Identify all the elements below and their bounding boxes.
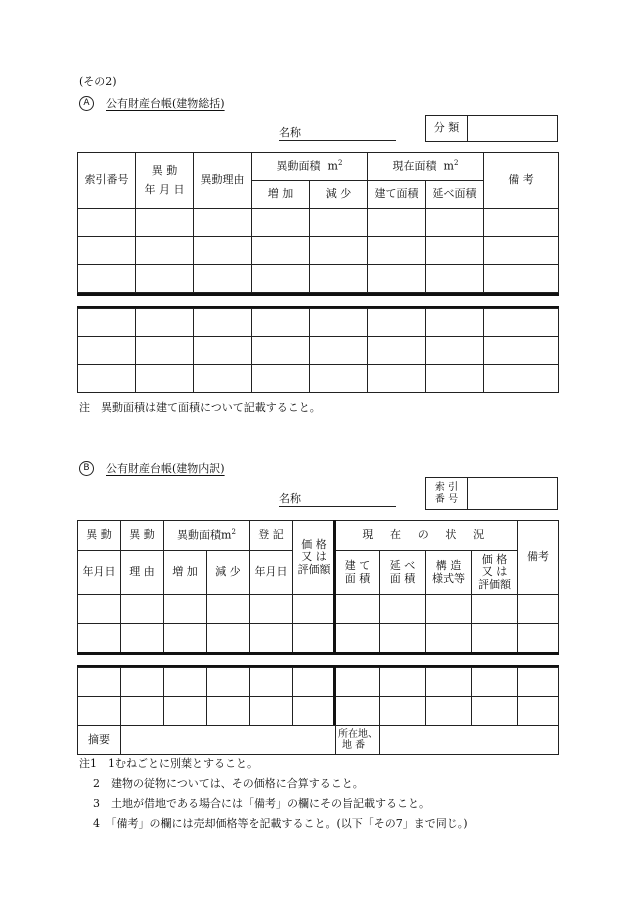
table-row [78,668,559,697]
hdr-change-date-line2: 年 月 日 [144,182,185,196]
section-b-table-upper [77,520,559,653]
hdr-b-structure-line2: 様式等 [432,571,465,585]
hdr-b-floor-area-line2: 面 積 [389,571,416,585]
hdr-change-reason: 異動理由 [194,153,252,209]
hdr-b-price [293,521,336,595]
hdr-b-change-area-label: 異動面積m [177,529,232,542]
summary-label: 摘要 [78,726,121,755]
index-label-line2: 番 号 [434,493,459,505]
section-a-marker: A [79,96,94,111]
hdr-b-change-1: 異 動 [78,521,121,551]
table-row [78,309,559,337]
hdr-b-increase: 増 加 [164,551,207,595]
table-row [78,624,559,653]
section-a-divider-top [77,293,559,296]
section-b-name-label: 名称 [279,492,301,505]
hdr-b-change-2: 異 動 [121,521,164,551]
table-row [78,265,559,293]
table-row [78,697,559,726]
hdr-b-floor-area [380,551,426,595]
section-a-name-label: 名称 [279,126,301,139]
hdr-b-reason: 理 由 [121,551,164,595]
hdr-change-area-unit: m [327,160,338,173]
section-b-note-2: 2 建物の従物については、その価格に合算すること。 [93,777,364,790]
section-b-note-3: 3 土地が借地である場合には「備考」の欄にその旨記載すること。 [93,797,430,810]
hdr-change-area: 異動面積 $m^2$ [252,153,368,181]
section-b-index-box [425,477,558,510]
hdr-b-bldg-area [336,551,380,595]
section-b-note-4: 4 「備考」の欄には売却価格等を記載すること。(以下「その7」まで同じ。) [93,817,468,830]
hdr-b-decrease: 減 少 [207,551,250,595]
section-b-marker: B [79,461,94,476]
hdr-change-date-line1: 異 動 [151,163,178,177]
table-row [78,365,559,393]
classification-value-cell[interactable] [468,116,558,142]
hdr-b-cur-price [472,551,518,595]
hdr-b-cur-price-line1: 価 格 [481,552,508,566]
hdr-b-registration-date: 年月日 [250,551,293,595]
hdr-b-cur-price-line2: 又 は [481,565,508,579]
hdr-b-price-line3: 評価額 [297,562,331,576]
section-b-note-1: 注1 1むねごとに別葉とすること。 [79,757,258,770]
hdr-building-area: 建て面積 [368,181,426,209]
hdr-change-date [136,153,194,209]
hdr-current-area-label: 現在面積 [392,160,437,173]
table-row [78,595,559,624]
hdr-decrease: 減 少 [310,181,368,209]
index-value-cell[interactable] [468,478,558,510]
table-row [78,337,559,365]
section-a-title: 公有財産台帳(建物総括) [106,97,225,110]
hdr-b-structure-line1: 構 造 [435,558,462,572]
table-row [78,209,559,237]
hdr-b-cur-price-line3: 評価額 [478,577,511,591]
hdr-increase: 増 加 [252,181,310,209]
hdr-b-current-status: 現 在 の 状 況 [336,521,518,551]
location-label [336,726,380,755]
section-b-divider-top [77,652,559,655]
summary-row [78,726,559,755]
section-a-name-field[interactable] [279,127,396,141]
table-row [78,237,559,265]
section-b-name-field[interactable] [279,493,396,507]
hdr-index-no: 索引番号 [78,153,136,209]
page-label: (その2) [79,75,117,88]
hdr-b-change-date: 年月日 [78,551,121,595]
hdr-b-price-line1: 価 格 [301,537,327,551]
hdr-floor-area: 延べ面積 [426,181,484,209]
location-label-line2: 地 番 [342,740,366,751]
summary-value-cell[interactable] [121,726,336,755]
section-a-table-upper [77,152,559,293]
hdr-b-floor-area-line1: 延 べ [389,558,416,572]
hdr-current-area-unit: m [443,160,454,173]
hdr-remarks: 備 考 [484,153,559,209]
section-a-classification-box [425,115,558,142]
section-b-status-divider-lower [333,667,336,725]
hdr-b-structure [426,551,472,595]
hdr-b-price-line2: 又 は [301,550,327,564]
index-label-line1: 索 引 [434,482,459,493]
hdr-b-remarks: 備考 [518,521,559,595]
section-a-heading [79,96,225,111]
section-b-heading [79,461,225,476]
section-b-status-divider-upper [333,520,336,653]
hdr-change-area-label: 異動面積 [276,160,321,173]
hdr-b-bldg-area-line1: 建 て [344,558,371,572]
classification-label: 分 類 [426,116,468,142]
hdr-b-registration-1: 登 記 [250,521,293,551]
section-a-table-lower [77,308,559,393]
hdr-current-area: 現在面積 $m^2$ [368,153,484,181]
section-a-note: 注 異動面積は建て面積について記載すること。 [79,401,321,414]
location-label-line1: 所在地、 [338,728,378,740]
section-b-table-lower [77,667,559,755]
location-value-cell[interactable] [380,726,559,755]
hdr-b-change-area: 異動面積$m^2$ [164,521,250,551]
index-label [426,478,468,510]
section-b-title: 公有財産台帳(建物内訳) [106,462,225,475]
hdr-b-bldg-area-line2: 面 積 [344,571,371,585]
